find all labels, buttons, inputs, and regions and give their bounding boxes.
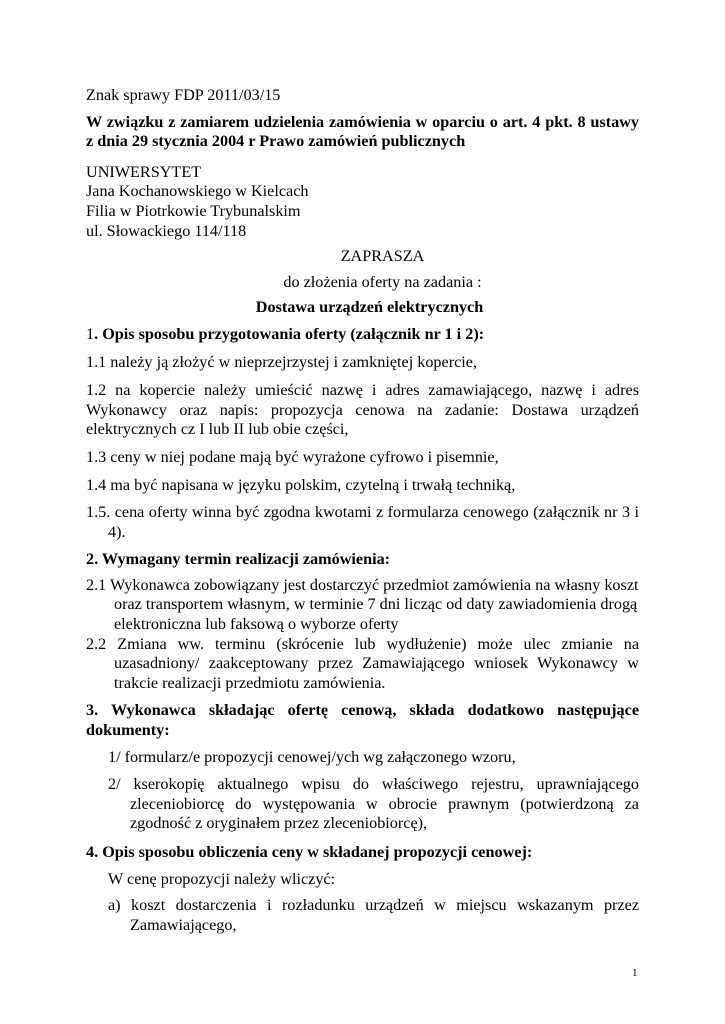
section-1-item-1: 1.1 należy ją złożyć w nieprzejrzystej i zamkniętej kopercie, (86, 352, 478, 371)
section-2-item-2: 2.2 Zmiana ww. terminu (skrócenie lub wydłużenie) może ulec zmianie na uzasadniony/ zaakceptowany przez Zamawiającego wniosek Wykonawcy w trakcie realizacji przedmiotu zamówienia. (86, 634, 639, 692)
section-1-item-3: 1.3 ceny w niej podane mają być wyrażone cyfrowo i pisemnie, (86, 447, 499, 466)
section-3-item-2-wrap (86, 775, 639, 834)
section-1-number: 1 (86, 324, 95, 343)
task-name: Dostawa urządzeń elektrycznych (255, 298, 484, 317)
section-1-item-5: 1.5. cena oferty winna być zgodna kwotami z formularza cenowego (załącznik nr 3 i 4). (86, 503, 639, 541)
section-1-heading (86, 325, 639, 345)
section-1-title: . Opis sposobu przygotowania oferty (załącznik nr 1 i 2): (94, 324, 485, 343)
section-4-heading: 4. Opis sposobu obliczenia ceny w składanej propozycji cenowej: (86, 843, 533, 861)
section-4-lead: W cenę propozycji należy wliczyć: (108, 869, 336, 888)
org-line-4: ul. Słowackiego 114/118 (86, 221, 247, 240)
section-3-item-1: 1/ formularz/e propozycji cenowej/ych wg załączonego wzoru, (108, 747, 516, 766)
intro-statement: W związku z zamiarem udzielenia zamówienia w oparciu o art. 4 pkt. 8 ustawy z dnia 29 stycznia 2004 r Prawo zamówień publicznych (86, 112, 639, 151)
document-page (86, 86, 639, 935)
page-number: 1 (632, 967, 638, 979)
section-2-item-1: 2.1 Wykonawca zobowiązany jest dostarczyć przedmiot zamówienia na własny koszt oraz transportem własnym, w terminie 7 dni licząc od daty zawiadomienia drogą elektroniczna lub faksową o wyborze oferty (86, 575, 639, 634)
section-1-item-4: 1.4 ma być napisana w języku polskim, czytelną i trwałą techniką, (86, 475, 516, 494)
section-3-item-2: 2/ kserokopię aktualnego wpisu do właściwego rejestru, uprawniającego zleceniobiorcę do występowania w obrocie prawnym (potwierdzoną za zgodność z oryginałem przez zleceniobiorcę), (108, 775, 639, 833)
org-line-3: Filia w Piotrkowie Trybunalskim (86, 201, 301, 220)
invite-title: ZAPRASZA (340, 247, 425, 266)
org-line-1: UNIWERSYTET (86, 162, 202, 181)
case-reference: Znak sprawy FDP 2011/03/15 (86, 86, 281, 104)
invite-subtitle: do złożenia oferty na zadania : (283, 272, 482, 291)
organization-block (86, 163, 639, 241)
section-4-item-a-wrap (86, 896, 639, 935)
section-1-item-2: 1.2 na kopercie należy umieścić nazwę i adres zamawiającego, nazwę i adres Wykonawcy oraz napis: propozycja cenowa na zadanie: Dostawa urządzeń elektrycznych cz I lub II lub obie części, (86, 381, 639, 439)
section-3-heading: 3. Wykonawca składając ofertę cenową, składa dodatkowo następujące dokumenty: (86, 701, 639, 740)
org-line-2: Jana Kochanowskiego w Kielcach (86, 182, 309, 201)
section-4-item-a: a) koszt dostarczenia i rozładunku urządzeń w miejscu wskazanym przez Zamawiającego, (108, 896, 639, 934)
section-2-heading: 2. Wymagany termin realizacji zamówienia: (86, 550, 391, 569)
